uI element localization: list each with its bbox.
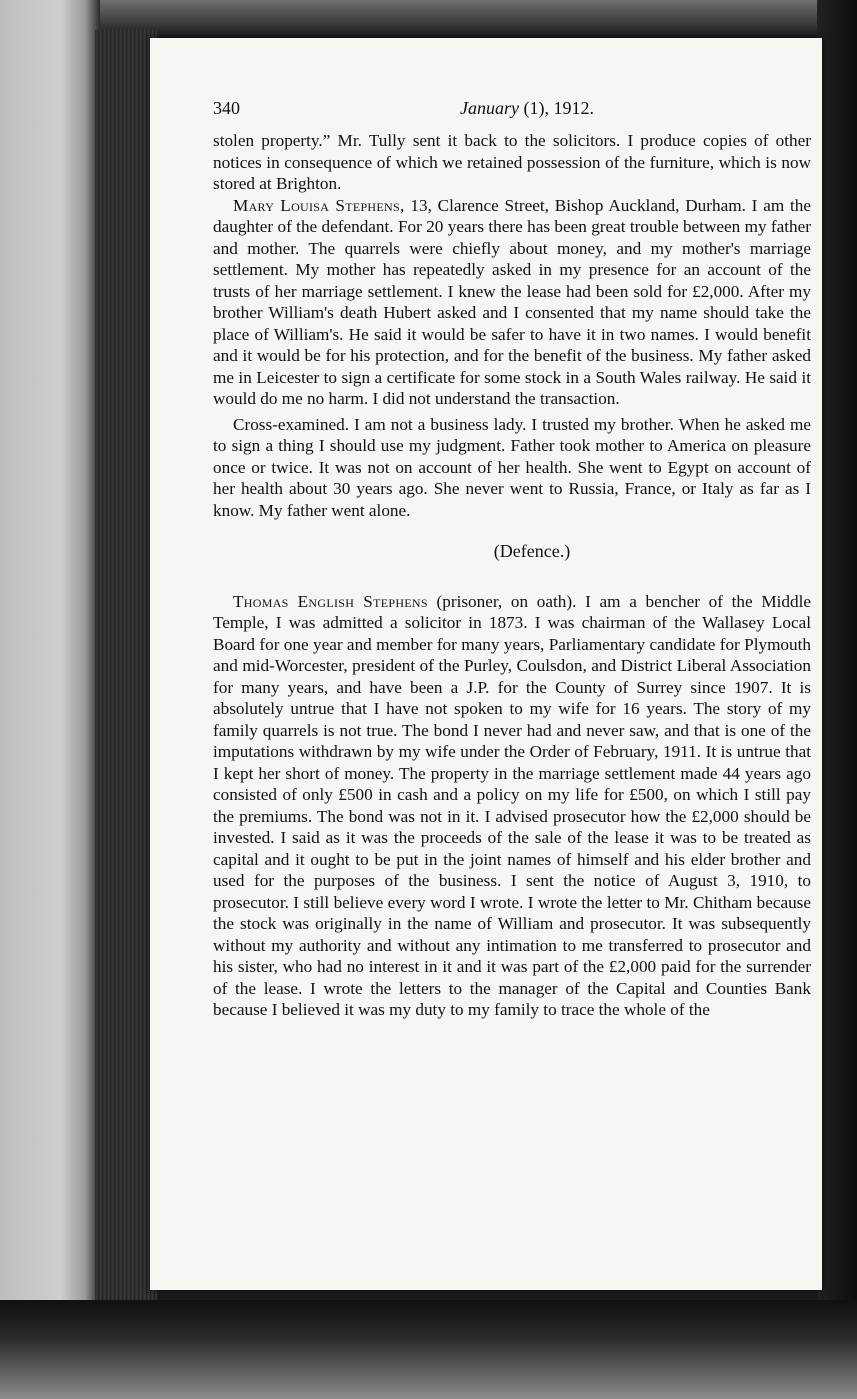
- paragraph-1: stolen property.” Mr. Tully sent it back to the solicitors. I produce copies of other notices in consequence of which we retained possession of the furniture, which is now stored at Brighton.: [213, 131, 811, 193]
- witness-name: Mary Louisa Stephens,: [233, 195, 405, 215]
- book-page: [150, 38, 822, 1290]
- paragraph-4: [213, 591, 811, 1021]
- scanner-right-margin: [817, 0, 857, 1399]
- book-page-edges: [95, 30, 157, 1320]
- section-heading: (Defence.): [493, 541, 571, 561]
- paragraph-3: Cross-examined. I am not a business lady. I trusted my brother. When he asked me to sign a thing I should use my judgment. Father took mother to America on pleasure once or twice. It was not on account of her health. She went to Egypt on account of her health about 30 years ago. She never went to Russia, France, or Italy as far as I know. My father went alone.: [213, 414, 811, 520]
- page-header: 340 January (1), 1912.: [213, 98, 811, 128]
- scanner-left-margin: [0, 0, 100, 1399]
- running-head-date: (1), 1912.: [518, 98, 594, 118]
- paragraph-2: [213, 195, 811, 410]
- paragraph-4-body: (prisoner, on oath). I am a bencher of the Middle Temple, I was admitted a solicitor in 1873. I was chairman of the Wallasey Local Board for one year and member for many years, Parliamentary candidate for Plymouth and mid-Worcester, president of the Purley, Coulsdon, and District Liberal Association for many years, and have been a J.P. for the County of Surrey since 1907. It is absolutely untrue that I have not spoken to my wife for 16 years. The story of my family quarrels is not true. The bond I never had and never saw, and that is one of the imputations withdrawn by my wife under the Order of February, 1911. It is untrue that I kept her short of money. The property in the marriage settlement made 44 years ago consisted of only £500 in cash and a policy on my life for £500, on which I still pay the premiums. The bond was not in it. I advised prosecutor how the £2,000 should be invested. I said as it was the proceeds of the sale of the lease it was to be treated as capital and it ought to be put in the joint names of himself and his elder brother and used for the purposes of the business. I sent the notice of August 3, 1910, to prosecutor. I still believe every word I wrote. I wrote the letter to Mr. Chitham because the stock was originally in the name of William and prosecutor. It was subsequently without my authority and without any intimation to me transferred to prosecutor and his sister, who had no interest in it and it was part of the £2,000 paid for the surrender of the lease. I wrote the letters to the manager of the Capital and Counties Bank because I believed it was my duty to my family to trace the whole of the: [213, 591, 811, 1019]
- prisoner-name: Thomas English Stephens: [233, 591, 428, 611]
- paragraph-2-body: 13, Clarence Street, Bishop Auckland, Durham. I am the daughter of the defendant. For 20 years there has been great trouble between my father and mother. The quarrels were chiefly about money, and my mother's marriage settlement. My mother has repeatedly asked in my presence for an account of the trusts of her marriage settlement. I knew the lease had been sold for £2,000. After my brother William's death Hubert asked and I consented that my name should take the place of William's. He said it would be safer to have it in two names. I would benefit and it would be for his protection, and for the benefit of the business. My father asked me in Leicester to sign a certificate for some stock in a South Wales railway. He said it would do me no harm. I did not understand the transaction.: [213, 195, 812, 408]
- page-text: [213, 98, 811, 1021]
- scan-bottom-edge: [0, 1300, 857, 1399]
- running-head-month: January: [460, 98, 519, 118]
- running-head: [213, 98, 811, 120]
